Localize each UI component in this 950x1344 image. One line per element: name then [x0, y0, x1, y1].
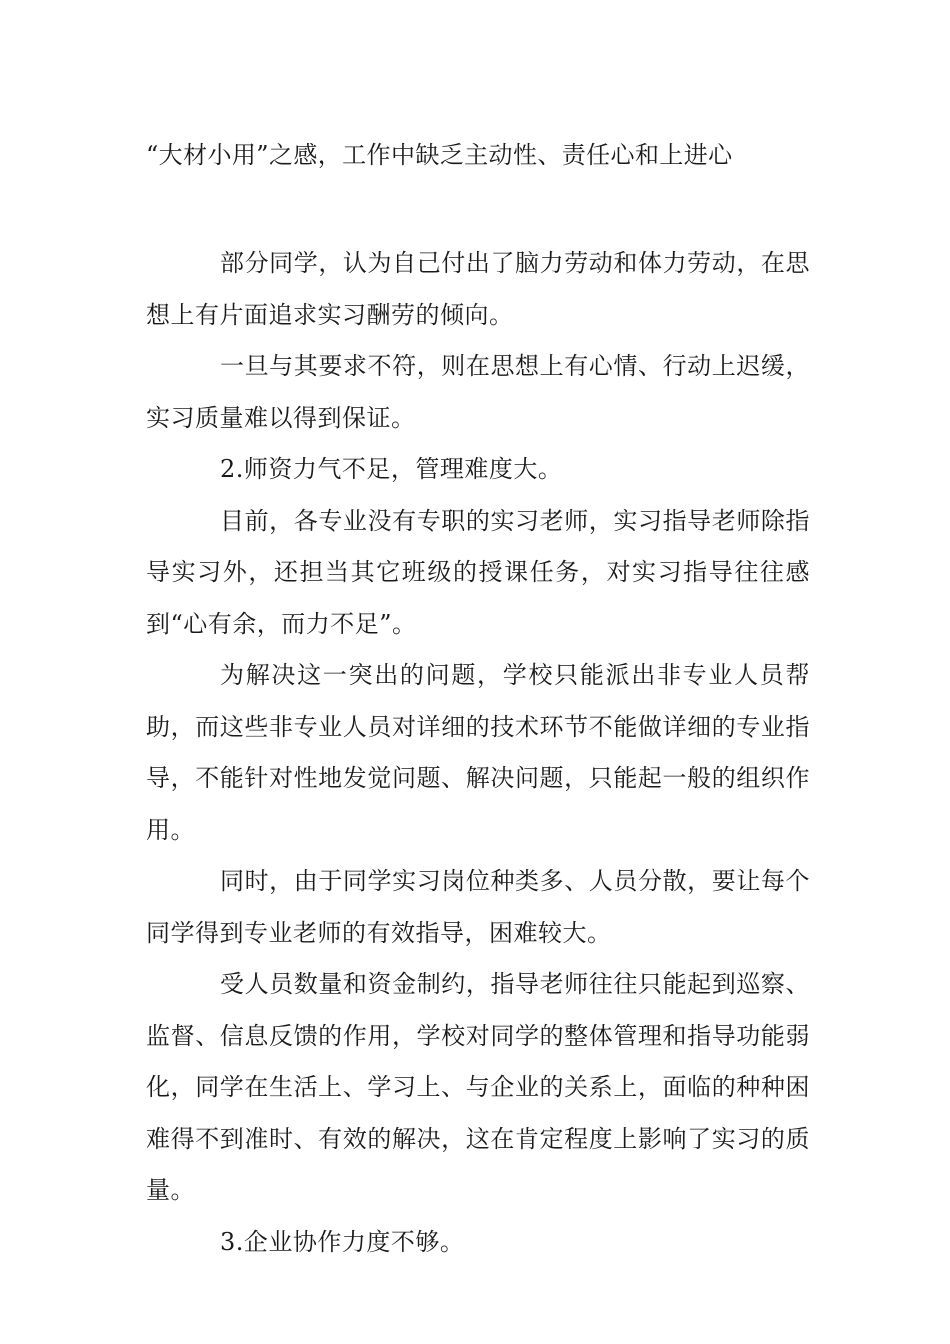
paragraph-1: 部分同学，认为自己付出了脑力劳动和体力劳动，在思想上有片面追求实习酬劳的倾向。: [146, 249, 810, 329]
document-body: [146, 136, 810, 1268]
section-heading-2: 2.师资力气不足，管理难度大。: [220, 455, 563, 483]
paragraph-5: 同时，由于同学实习岗位种类多、人员分散，要让每个同学得到专业老师的有效指导，困难较大。: [146, 867, 810, 947]
continued-text-line: “大材小用”之感，工作中缺乏主动性、责任心和上进心: [146, 141, 733, 169]
paragraph-4: 为解决这一突出的问题，学校只能派出非专业人员帮助，而这些非专业人员对详细的技术环节不能做详细的专业指导，不能针对性地发觉问题、解决问题，只能起一般的组织作用。: [146, 661, 810, 844]
paragraph-2: 一旦与其要求不符，则在思想上有心情、行动上迟缓，实习质量难以得到保证。: [146, 352, 810, 432]
paragraph-6: 受人员数量和资金制约，指导老师往往只能起到巡察、监督、信息反馈的作用，学校对同学的整体管理和指导功能弱化，同学在生活上、学习上、与企业的关系上，面临的种种困难得不到准时、有效的解决，这在肯定程度上影响了实习的质量。: [146, 970, 810, 1204]
section-heading-3: 3.企业协作力度不够。: [220, 1227, 465, 1256]
paragraph-3: 目前，各专业没有专职的实习老师，实习指导老师除指导实习外，还担当其它班级的授课任务，对实习指导往往感到“心有余，而力不足”。: [146, 506, 810, 638]
